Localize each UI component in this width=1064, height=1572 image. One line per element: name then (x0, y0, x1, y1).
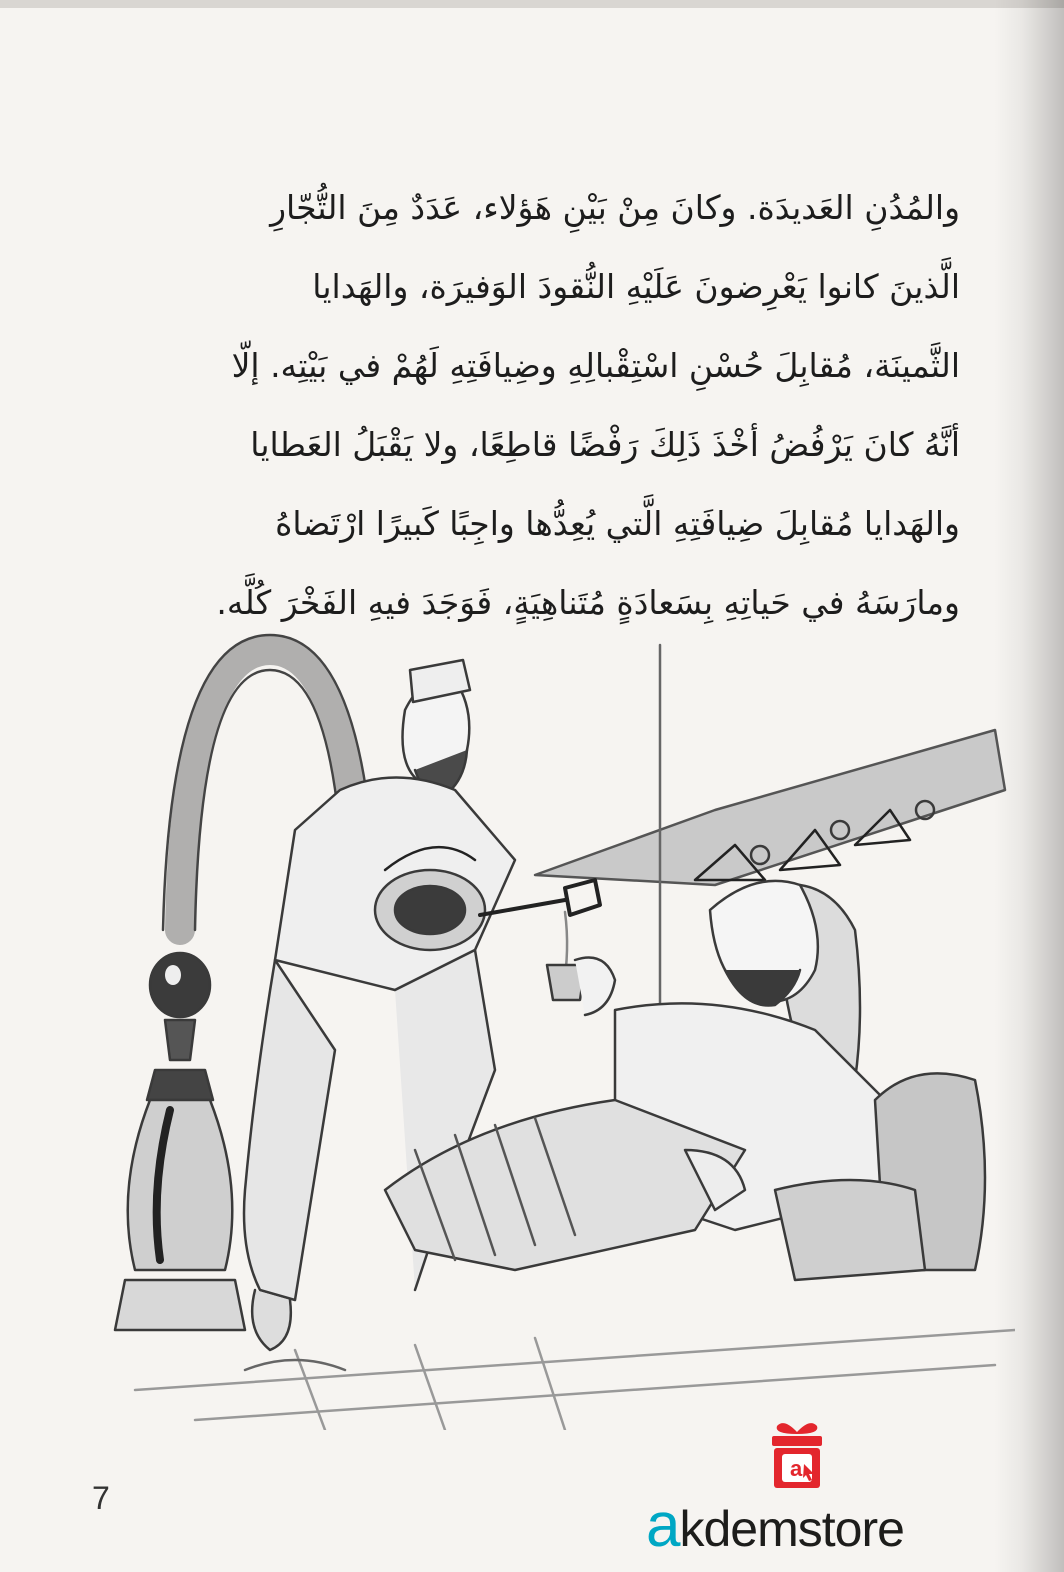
store-logo-gift-icon (762, 1418, 832, 1492)
story-line: والهَدايا مُقابِلَ ضِيافَتِهِ الَّتي يُعِدُّها واجِبًا كَبيرًا ارْتَضاهُ (275, 504, 960, 543)
svg-text:a: a (790, 1456, 803, 1481)
store-watermark-name: kdemstore (679, 1501, 904, 1557)
story-line: أنَّهُ كانَ يَرْفُضُ أخْذَ ذَلِكَ رَفْضًا قاطِعًا، ولا يَقْبَلُ العَطايا (250, 425, 960, 464)
story-line: الَّذينَ كانوا يَعْرِضونَ عَلَيْهِ النُّقودَ الوَفيرَة، والهَدايا (312, 267, 960, 306)
story-line: ومارَسَهُ في حَياتِهِ بِسَعادَةٍ مُتَناهِيَةٍ، فَوَجَدَ فيهِ الفَخْرَ كُلَّه. (216, 583, 960, 622)
story-line: الثَّمينَة، مُقابِلَ حُسْنِ اسْتِقْبالِهِ وضِيافَتِهِ لَهُمْ في بَيْتِه. إلّا (231, 346, 960, 385)
store-watermark-accent: a (646, 1491, 680, 1560)
page-number: 7 (92, 1480, 110, 1516)
store-watermark (646, 1490, 904, 1561)
page-top-edge (0, 0, 1064, 8)
hospitality-sketch-illustration (95, 630, 1015, 1430)
story-paragraph (150, 168, 960, 642)
story-line: والمُدُنِ العَديدَة. وكانَ مِنْ بَيْنِ هَؤلاء، عَدَدٌ مِنَ التُّجّارِ (270, 188, 960, 227)
